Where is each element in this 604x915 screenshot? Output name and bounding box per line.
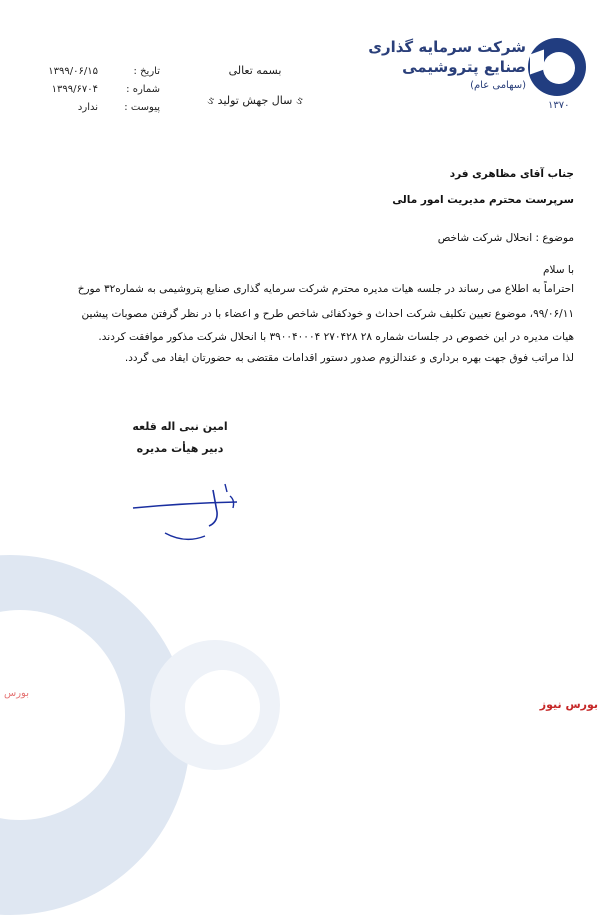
body-line-1: احتراماً به اطلاع می رساند در جلسه هیات مدیره محترم شرکت سرمایه گذاری صنایع پتروشیمی به شماره۳۲ مورخ bbox=[77, 283, 574, 295]
bism-heading: بسمه تعالی bbox=[228, 64, 282, 77]
signatory-name: امین نبی اله قلعه bbox=[132, 420, 228, 433]
greeting: با سلام bbox=[542, 264, 574, 276]
founding-year: ۱۳۷۰ bbox=[548, 100, 570, 111]
recipient-title: سرپرست محترم مدیریت امور مالی bbox=[392, 194, 574, 206]
source-label: بورس نیوز bbox=[539, 698, 598, 711]
slogan-ornament-right: ઙ bbox=[207, 94, 215, 107]
date-label: تاریخ : bbox=[133, 66, 160, 77]
number-value: ۱۳۹۹/۶۷۰۴ bbox=[51, 84, 98, 95]
handwritten-signature bbox=[125, 478, 275, 548]
recipient: جناب آقای مظاهری فرد bbox=[449, 168, 574, 180]
attachment-value: ندارد bbox=[77, 102, 98, 113]
date-value: ۱۳۹۹/۰۶/۱۵ bbox=[48, 66, 98, 77]
body-line-4: لذا مراتب فوق جهت بهره برداری و عندالزوم صدور دستور اقدامات مقتضی به حضورتان ایفاد می گردد. bbox=[124, 352, 574, 364]
number-label: شماره : bbox=[126, 84, 160, 95]
attachment-label: پیوست : bbox=[124, 102, 160, 113]
subject: موضوع : انحلال شرکت شاخص bbox=[437, 232, 574, 244]
company-name-line2: صنایع پتروشیمی bbox=[402, 58, 526, 76]
body-line-3: هیات مدیره در این خصوص در جلسات شماره ۲۸ ۲۷۰۴۲۸ ۳۹۰۰۴۰۰۰۴ با انحلال شرکت مذکور موافقت کردند. bbox=[98, 331, 574, 343]
signatory-title: دبیر هیأت مدیره bbox=[136, 442, 224, 455]
watermark-logo: بورس bbox=[4, 688, 29, 699]
body-line-2: ۹۹/۰۶/۱۱، موضوع تعیین تکلیف شرکت احداث و خودکفائی شاخص طرح و اعضاء با در نظر گرفتن مصوبات پیشین bbox=[81, 308, 574, 320]
company-name-line1: شرکت سرمایه گذاری bbox=[368, 38, 526, 56]
slogan-text: سال جهش تولید bbox=[217, 94, 293, 107]
company-type: (سهامی عام) bbox=[470, 80, 526, 91]
slogan bbox=[175, 94, 335, 108]
watermark-circle-small-inner bbox=[185, 670, 260, 745]
slogan-ornament-left: ઙ bbox=[295, 94, 303, 107]
company-logo-center bbox=[543, 52, 575, 84]
